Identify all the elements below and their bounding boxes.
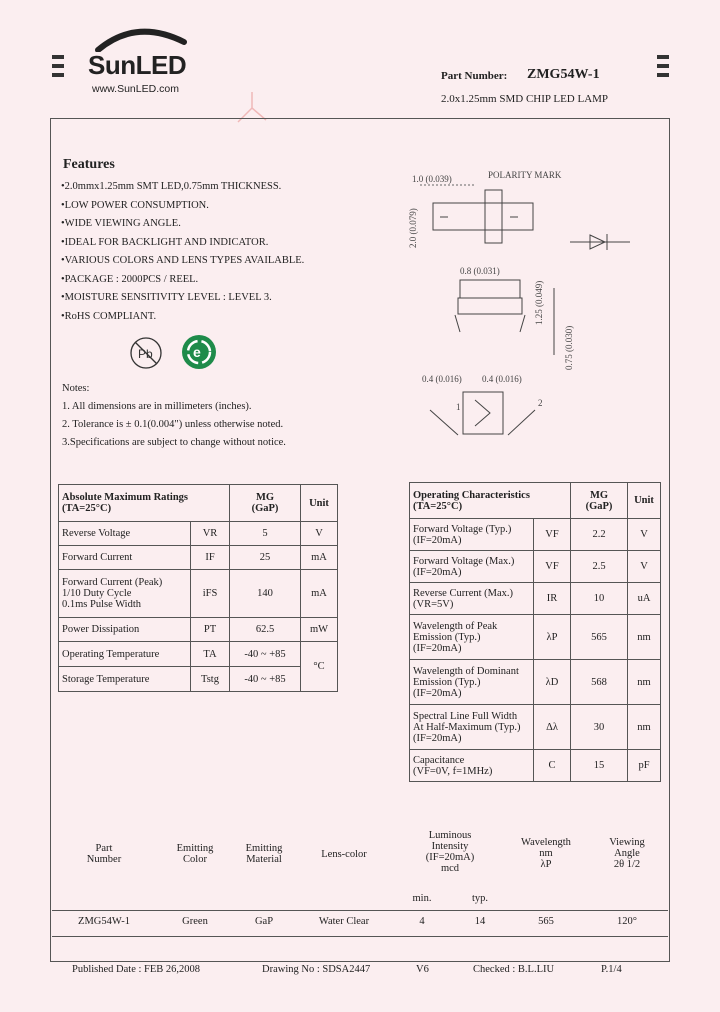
package-dimension-drawing: [400, 160, 650, 450]
row-angle: 120°: [617, 916, 637, 927]
table-row: Capacitance (VF=0V, f=1MHz) C 15 pF: [410, 750, 661, 782]
table-row: Reverse Current (Max.) (VR=5V) IR 10 uA: [410, 583, 661, 615]
header-emitting-material: Emitting Material: [245, 843, 283, 865]
product-description: 2.0x1.25mm SMD CHIP LED LAMP: [441, 93, 609, 105]
row-part-number: ZMG54W-1: [78, 916, 130, 927]
header-emitting-color: Emitting Color: [176, 843, 214, 865]
col-unit: Unit: [301, 485, 338, 522]
pb-free-icon: [128, 335, 164, 371]
divider: [52, 936, 668, 937]
eco-label: e: [193, 344, 201, 360]
col-mg: MG (GaP): [571, 483, 628, 519]
operating-characteristics-table: [409, 482, 661, 782]
feature-item: •IDEAL FOR BACKLIGHT AND INDICATOR.: [61, 236, 269, 248]
col-unit: Unit: [628, 483, 661, 519]
pin-label: 2: [538, 398, 543, 408]
note-item: 1. All dimensions are in millimeters (inches).: [62, 401, 252, 412]
table-row: Forward Current IF 25 mA: [59, 546, 338, 570]
feature-item: •MOISTURE SENSITIVITY LEVEL : LEVEL 3.: [61, 292, 272, 303]
table-row: Forward Voltage (Max.) (IF=20mA) VF 2.5 V: [410, 551, 661, 583]
col-mg: MG (GaP): [230, 485, 301, 522]
row-color: Green: [182, 916, 208, 927]
checked-by: Checked : B.L.LIU: [473, 964, 555, 975]
drawing-number: Drawing No : SDSA2447: [262, 964, 371, 975]
dim-label: 2.0 (0.079): [408, 208, 418, 248]
feature-item: •LOW POWER CONSUMPTION.: [61, 199, 209, 211]
notes-block: [62, 380, 286, 452]
table-row: Spectral Line Full Width At Half-Maximum (Typ.) (IF=20mA) Δλ 30 nm: [410, 705, 661, 750]
website-link[interactable]: www.SunLED.com: [92, 83, 179, 95]
dim-label: 0.8 (0.031): [460, 266, 500, 276]
feature-item: •VARIOUS COLORS AND LENS TYPES AVAILABLE.: [61, 255, 305, 266]
page-number: P.1/4: [601, 964, 622, 975]
table-row: Operating Temperature TA -40 ~ +85 °C: [59, 642, 338, 667]
dim-label: 0.4 (0.016): [482, 374, 522, 384]
header-typ: typ.: [471, 893, 489, 904]
pb-label: Pb: [138, 347, 153, 361]
logo-text: SunLED: [88, 50, 187, 80]
header-lens-color: Lens-color: [321, 849, 367, 860]
row-typ: 14: [474, 916, 486, 927]
table-row: Wavelength of Peak Emission (Typ.) (IF=20mA) λP 565 nm: [410, 615, 661, 660]
table-row: Reverse Voltage VR 5 V: [59, 522, 338, 546]
header-wavelength: Wavelength nm λP: [521, 837, 571, 870]
table-row: Storage Temperature Tstg -40 ~ +85: [59, 667, 338, 692]
header-min: min.: [412, 893, 432, 904]
row-min: 4: [419, 916, 425, 927]
rohs-eco-icon: [179, 332, 219, 372]
note-item: 3.Specifications are subject to change without notice.: [62, 437, 286, 448]
published-date: Published Date : FEB 26,2008: [72, 964, 201, 975]
features-list: [61, 178, 304, 326]
dim-label: 1.25 (0.049): [534, 280, 544, 325]
feature-item: •RoHS COMPLIANT.: [61, 310, 157, 322]
row-lens: Water Clear: [318, 916, 370, 927]
left-bar-marks: [52, 55, 64, 82]
table-row: Wavelength of Dominant Emission (Typ.) (IF=20mA) λD 568 nm: [410, 660, 661, 705]
notes-title: Notes:: [62, 383, 90, 394]
sunled-logo-arc: [88, 24, 198, 52]
version: V6: [416, 964, 429, 975]
table-row: Forward Voltage (Typ.) (IF=20mA) VF 2.2 V: [410, 519, 661, 551]
absolute-max-ratings-table: [58, 484, 338, 692]
right-bar-marks: [657, 55, 669, 82]
dim-label: 0.75 (0.030): [564, 325, 574, 370]
row-material: GaP: [254, 916, 274, 927]
op-char-title: Operating Characteristics (TA=25°C): [410, 483, 571, 519]
polarity-mark-label: POLARITY MARK: [488, 170, 562, 180]
pin-label: 1: [456, 402, 461, 412]
dim-label: 0.4 (0.016): [422, 374, 462, 384]
part-number: ZMG54W-1: [527, 67, 600, 82]
part-number-label: Part Number:: [441, 70, 508, 82]
dim-label: 1.0 (0.039): [412, 174, 452, 184]
header-luminous-intensity: Luminous Intensity (IF=20mA) mcd: [425, 830, 475, 874]
feature-item: •2.0mmx1.25mm SMT LED,0.75mm THICKNESS.: [61, 181, 282, 192]
note-item: 2. Tolerance is ± 0.1(0.004") unless otherwise noted.: [62, 419, 284, 430]
table-row: Forward Current (Peak) 1/10 Duty Cycle 0.1ms Pulse Width iFS 140 mA: [59, 570, 338, 618]
abs-max-title: Absolute Maximum Ratings (TA=25°C): [59, 485, 230, 522]
row-wavelength: 565: [538, 916, 554, 927]
feature-item: •PACKAGE : 2000PCS / REEL.: [61, 273, 199, 285]
table-row: Power Dissipation PT 62.5 mW: [59, 618, 338, 642]
divider: [52, 910, 668, 911]
features-title: Features: [63, 157, 115, 172]
feature-item: •WIDE VIEWING ANGLE.: [61, 218, 181, 229]
header-viewing-angle: Viewing Angle 2θ 1/2: [609, 837, 645, 870]
header-part-number: Part Number: [86, 843, 122, 865]
